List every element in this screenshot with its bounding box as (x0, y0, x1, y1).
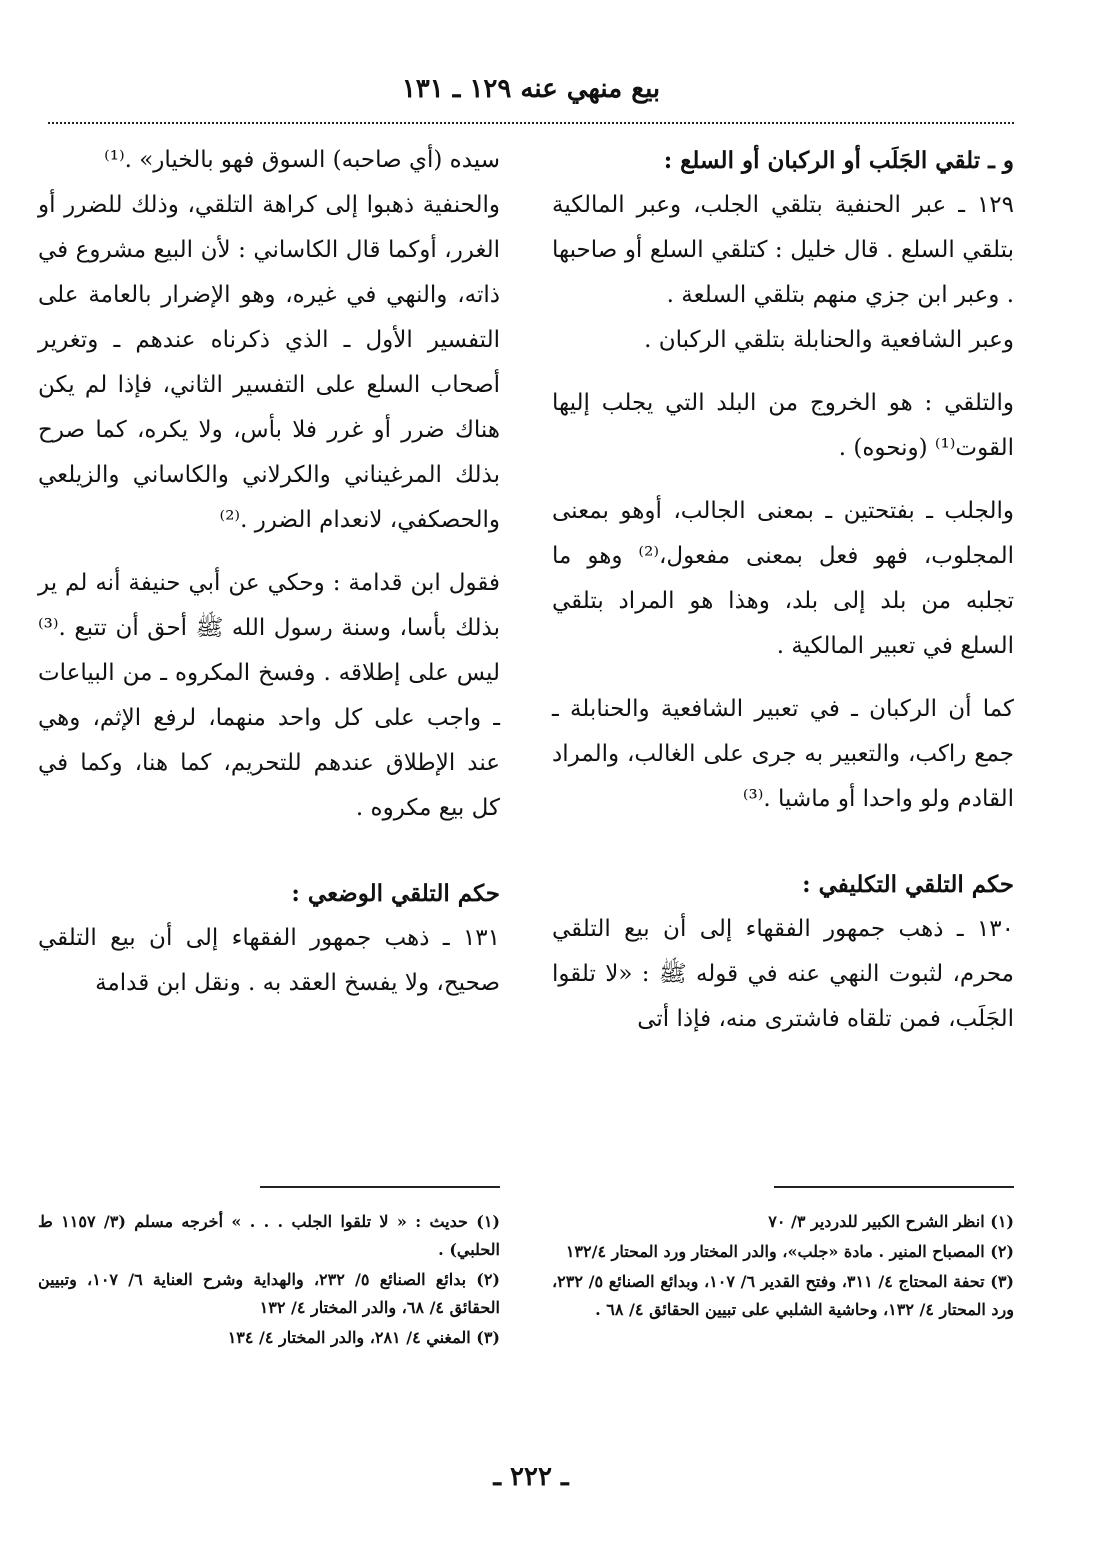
page-number: ـ ٢٢٢ ـ (493, 1462, 569, 1492)
footnote: (٢) بدائع الصنائع ٥/ ٢٣٢، والهداية وشرح العناية ٦/ ١٠٧، وتبيين الحقائق ٤/ ٦٨، والدر المختار ٤/ ١٣٢ (38, 1270, 500, 1317)
header-dotted-rule (48, 122, 1014, 124)
paragraph: ١٢٩ ـ عبر الحنفية بتلقي الجلب، وعبر المالكية بتلقي السلع . قال خليل : كتلقي السلع أو صاحبها . وعبر ابن جزي منهم بتلقي السلعة . (552, 192, 1014, 308)
footnotes-left (38, 1208, 500, 1354)
paragraph: كما أن الركبان ـ في تعبير الشافعية والحنابلة ـ جمع راكب، والتعبير به جرى على الغالب، والمراد القادم ولو واحدا أو ماشيا .⁽³⁾ (552, 696, 1014, 812)
paragraph: وعبر الشافعية والحنابلة بتلقي الركبان . (644, 327, 1014, 353)
section-heading: حكم التلقي التكليفي : (802, 871, 1014, 898)
footnote: (٣) تحفة المحتاج ٤/ ٣١١، وفتح القدير ٦/ ١٠٧، وبدائع الصنائع ٥/ ٢٣٢، ورد المحتار ٤/ ١٣٢، وحاشية الشلبي على تبيين الحقائق ٤/ ٦٨ . (552, 1272, 1014, 1319)
paragraph: ١٣١ ـ ذهب جمهور الفقهاء إلى أن بيع التلقي صحيح، ولا يفسخ العقد به . ونقل ابن قدامة (38, 925, 500, 996)
running-header: بيع منهي عنه ١٢٩ ـ ١٣١ (401, 74, 661, 104)
section-heading: حكم التلقي الوضعي : (291, 880, 500, 907)
paragraph: فقول ابن قدامة : وحكي عن أبي حنيفة أنه لم ير بذلك بأسا، وسنة رسول الله ﷺ أحق أن تتبع .⁽³⁾ ليس على إطلاقه . وفسخ المكروه ـ من البياعات ـ واجب على كل واحد منهما، لرفع الإثم، وهي عند الإطلاق عندهم للتحريم، كما هنا، وكما في كل بيع مكروه . (38, 570, 500, 821)
paragraph: سيده (أي صاحبه) السوق فهو بالخيار» .⁽¹⁾ (104, 147, 500, 173)
left-column (38, 138, 500, 1006)
footnote-separator (774, 1186, 1014, 1188)
paragraph: ١٣٠ ـ ذهب جمهور الفقهاء إلى أن بيع التلقي محرم، لثبوت النهي عنه في قوله ﷺ : «لا تلقوا الجَلَب، فمن تلقاه فاشترى منه، فإذا أتى (552, 916, 1014, 1032)
footnote: (٢) المصباح المنير . مادة «جلب»، والدر المختار ورد المحتار ١٣٢/٤ (565, 1242, 1014, 1261)
paragraph: والجلب ـ بفتحتين ـ بمعنى الجالب، أوهو بمعنى المجلوب، فهو فعل بمعنى مفعول،⁽²⁾ وهو ما تجلبه من بلد إلى بلد، وهذا هو المراد بتلقي السلع في تعبير المالكية . (552, 498, 1014, 659)
footnote-separator (260, 1186, 500, 1188)
footnote: (٣) المغني ٤/ ٢٨١، والدر المختار ٤/ ١٣٤ (227, 1328, 500, 1347)
section-heading: و ـ تلقي الجَلَب أو الركبان أو السلع : (663, 147, 1014, 174)
footnotes-right (552, 1208, 1014, 1326)
right-column (552, 138, 1014, 1042)
paragraph: والحنفية ذهبوا إلى كراهة التلقي، وذلك للضرر أو الغرر، أوكما قال الكاساني : لأن البيع مشروع في ذاته، والنهي في غيره، وهو الإضرار بالعامة على التفسير الأول ـ الذي ذكرناه عندهم ـ وتغرير أصحاب السلع على التفسير الثاني، فإذا لم يكن هناك ضرر أو غرر فلا بأس، ولا يكره، كما صرح بذلك المرغيناني والكرلاني والكاساني والزيلعي والحصكفي، لانعدام الضرر .⁽²⁾ (38, 192, 500, 533)
footnote: (١) انظر الشرح الكبير للدردير ٣/ ٧٠ (768, 1212, 1014, 1231)
paragraph: والتلقي : هو الخروج من البلد التي يجلب إليها القوت⁽¹⁾ (ونحوه) . (552, 390, 1014, 461)
footnote: (١) حديث : « لا تلقوا الجلب . . . » أخرجه مسلم (٣/ ١١٥٧ ط الحلبي) . (38, 1212, 500, 1259)
